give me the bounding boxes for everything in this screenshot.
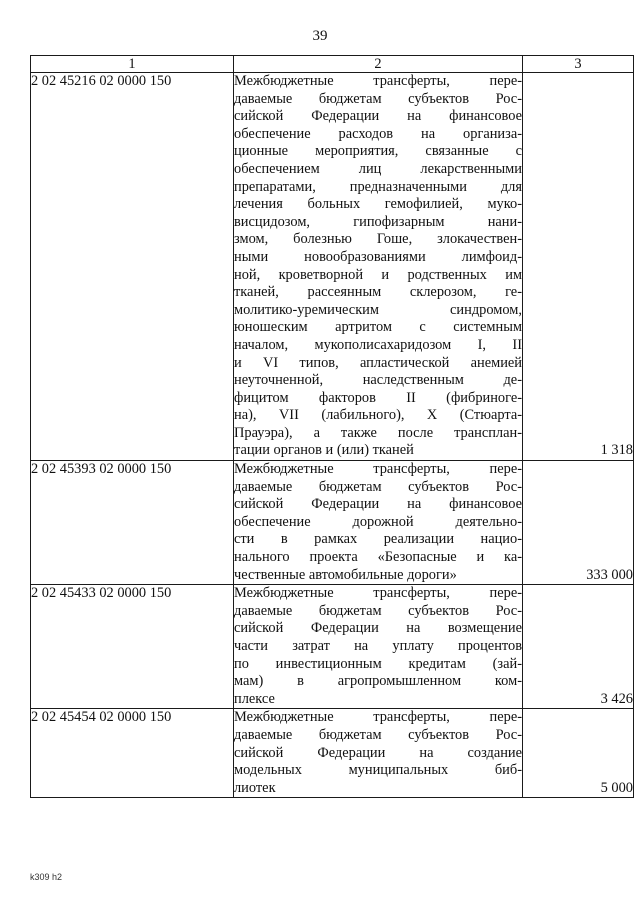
description-line: Межбюджетные трансферты, пере-	[234, 585, 522, 602]
footer-code: k309 h2	[30, 872, 63, 882]
description-line: сийской Федерации на возмещение	[234, 620, 522, 637]
table-row	[31, 461, 634, 585]
description-line: тации органов и (или) тканей	[234, 442, 414, 459]
description-line: обеспечение расходов на организа-	[234, 125, 522, 142]
description-line: даваемые бюджетам субъектов Рос-	[234, 478, 522, 495]
description-line: Межбюджетные трансферты, пере-	[234, 461, 522, 478]
description-line: ной, кроветворной и родственных им	[234, 266, 522, 283]
table-row	[31, 585, 634, 709]
description-line: сийской Федерации на создание	[234, 744, 522, 761]
description-line: ционные мероприятия, связанные с	[234, 143, 522, 160]
description-line: чественные автомобильные дороги»	[234, 566, 457, 583]
description-cell	[234, 73, 523, 461]
column-header-code: 1	[31, 56, 234, 73]
description-line: змом, болезнью Гоше, злокачествен-	[234, 231, 522, 248]
column-header-amount: 3	[523, 56, 634, 73]
description-line: тканей, рассеянным склерозом, ге-	[234, 284, 522, 301]
description-cell	[234, 585, 523, 709]
budget-code-cell: 2 02 45216 02 0000 150	[31, 73, 234, 461]
description-line: Межбюджетные трансферты, пере-	[234, 73, 522, 89]
description-line: мам) в агропромышленном ком-	[234, 673, 522, 690]
description-line: части затрат на уплату процентов	[234, 638, 522, 654]
description-line: плексе	[234, 690, 275, 707]
page-number: 39	[312, 28, 328, 44]
amount-cell: 5 000	[523, 709, 634, 798]
amount-cell: 333 000	[523, 461, 634, 585]
description-cell	[234, 709, 523, 798]
description-line: началом, мукополисахаридозом I, II	[234, 336, 522, 353]
description-line: по инвестиционным кредитам (зай-	[234, 655, 522, 672]
column-header-description: 2	[234, 56, 523, 73]
description-line: сийской Федерации на финансовое	[234, 108, 522, 125]
description-cell	[234, 461, 523, 585]
description-line: даваемые бюджетам субъектов Рос-	[234, 726, 522, 743]
budget-code-cell: 2 02 45433 02 0000 150	[31, 585, 234, 709]
header-row	[31, 56, 634, 73]
description-line: ными новообразованиями лимфоид-	[234, 248, 522, 265]
description-line: молитико-уремическим синдромом,	[234, 301, 522, 318]
description-line: лечения больных гемофилией, муко-	[234, 196, 522, 213]
description-line: лиотек	[234, 779, 276, 796]
description-line: Прауэра), а также после трансплан-	[234, 424, 522, 441]
amount-cell: 3 426	[523, 585, 634, 709]
description-line: обеспечение дорожной деятельно-	[234, 513, 522, 530]
table-body	[31, 73, 634, 798]
description-line: обеспечением лиц лекарственными	[234, 160, 522, 177]
description-line: модельных муниципальных биб-	[234, 762, 522, 779]
description-line: и VI типов, апластической анемией	[234, 354, 522, 371]
description-line: даваемые бюджетам субъектов Рос-	[234, 90, 522, 107]
description-line: нального проекта «Безопасные и ка-	[234, 549, 522, 566]
description-line: висцидозом, гипофизарным нани-	[234, 213, 522, 230]
table-row	[31, 709, 634, 798]
budget-code-cell: 2 02 45393 02 0000 150	[31, 461, 234, 585]
description-line: сти в рамках реализации нацио-	[234, 531, 522, 548]
table-header	[31, 56, 634, 73]
description-line: сийской Федерации на финансовое	[234, 496, 522, 513]
description-line: Межбюджетные трансферты, пере-	[234, 709, 522, 726]
description-line: даваемые бюджетам субъектов Рос-	[234, 602, 522, 619]
amount-cell: 1 318	[523, 73, 634, 461]
description-line: на), VII (лабильного), X (Стюарта-	[234, 407, 522, 424]
description-line: неуточненной, наследственным де-	[234, 372, 522, 389]
description-line: препаратами, предназначенными для	[234, 178, 522, 195]
budget-code-cell: 2 02 45454 02 0000 150	[31, 709, 234, 798]
description-line: юношеским артритом с системным	[234, 319, 522, 336]
description-line: фицитом факторов II (фибриноге-	[234, 389, 522, 406]
table-row	[31, 73, 634, 461]
budget-table	[30, 55, 634, 798]
